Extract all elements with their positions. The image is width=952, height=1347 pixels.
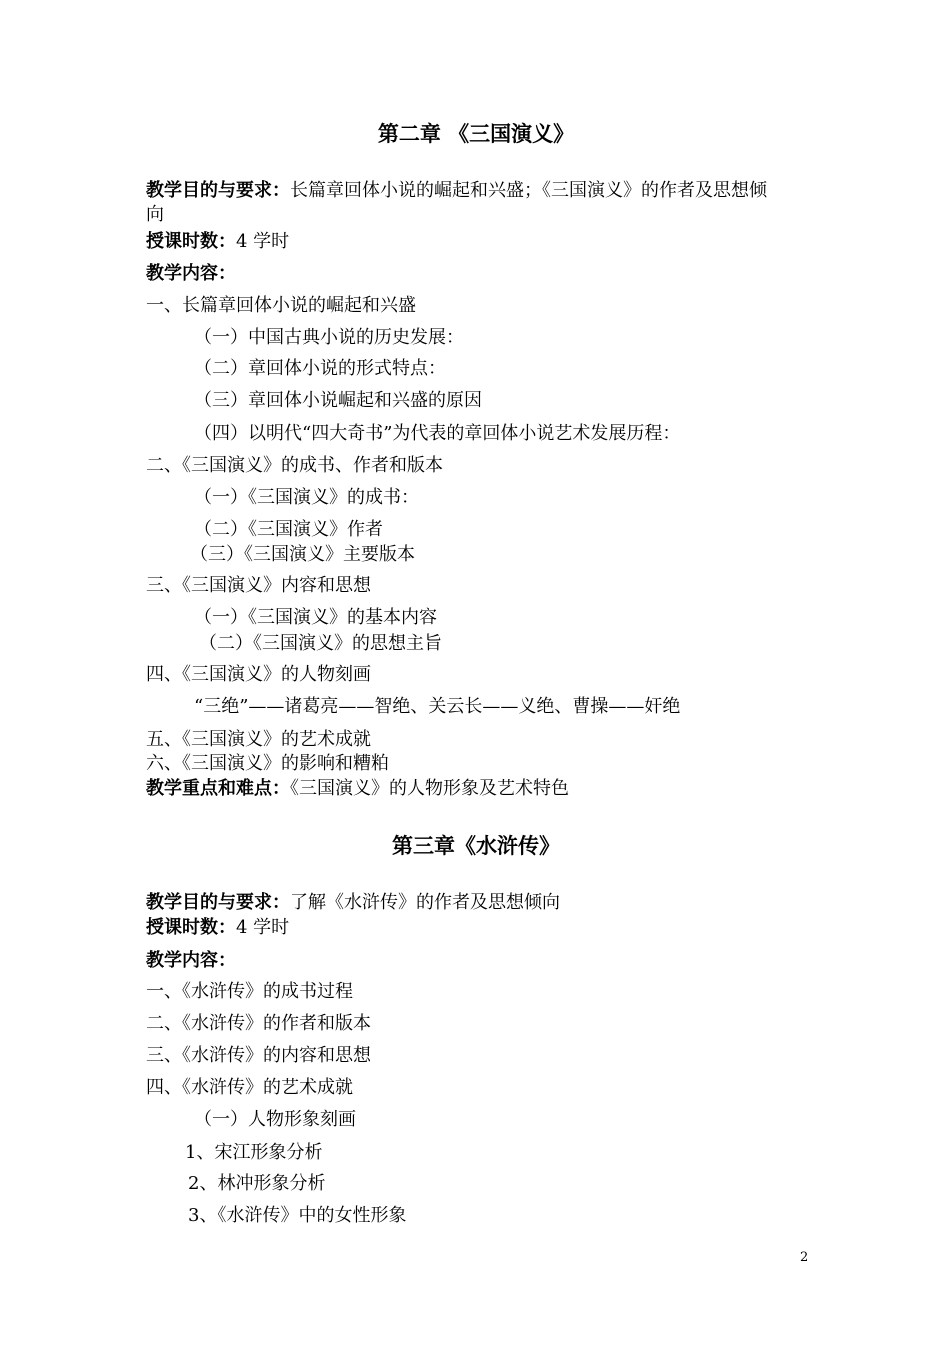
ch2-focus-label: 教学重点和难点： [146,778,290,799]
ch3-section-3: 三、《水浒传》的内容和思想 [146,1045,371,1066]
ch2-goal-wrap: 向 [146,204,164,225]
ch3-point-2: 2、林冲形象分析 [188,1173,326,1194]
ch3-section-4: 四、《水浒传》的艺术成就 [146,1077,353,1098]
chapter-2-title: 第二章 《三国演义》 [377,122,575,146]
ch2-sub-3-2: （二）《三国演义》的思想主旨 [199,633,442,654]
ch2-sub-1-2: （二）章回体小说的形式特点： [194,358,446,379]
ch2-section-5: 五、《三国演义》的艺术成就 [146,729,371,750]
ch2-sub-2-2: （二）《三国演义》作者 [194,519,383,540]
ch2-section-4: 四、《三国演义》的人物刻画 [146,664,371,685]
ch2-sub-1-4: （四）以明代“四大奇书”为代表的章回体小说艺术发展历程： [194,423,681,444]
ch3-hours-label: 授课时数： [146,917,236,938]
ch2-sub-1-3: （三）章回体小说崛起和兴盛的原因 [194,390,482,411]
ch3-goal-line [146,892,560,914]
ch2-hours-line [146,231,289,253]
ch2-goal-text: 长篇章回体小说的崛起和兴盛；《三国演义》的作者及思想倾 [290,180,767,201]
ch2-sub-2-1: （一）《三国演义》的成书： [194,487,419,508]
ch2-sanjue-line: “三绝”——诸葛亮——智绝、关云长——义绝、曹操——奸绝 [194,696,681,717]
ch3-section-1: 一、《水浒传》的成书过程 [146,981,353,1002]
ch2-section-2: 二、《三国演义》的成书、作者和版本 [146,455,443,476]
ch3-hours-text: 4 学时 [236,917,290,938]
ch2-focus-text: 《三国演义》的人物形象及艺术特色 [290,778,569,799]
ch2-goal-label: 教学目的与要求： [146,180,290,201]
ch3-section-2: 二、《水浒传》的作者和版本 [146,1013,371,1034]
ch3-point-3: 3、《水浒传》中的女性形象 [188,1205,407,1226]
ch2-focus-line [146,778,569,800]
ch3-content-label: 教学内容： [146,950,236,971]
ch2-content-label: 教学内容： [146,263,236,284]
ch2-section-6: 六、《三国演义》的影响和糟粕 [146,753,389,774]
ch2-sub-2-3: （三）《三国演义》主要版本 [190,544,415,565]
ch2-sub-1-1: （一）中国古典小说的历史发展： [194,327,464,348]
chapter-3-title: 第三章《水浒传》 [392,834,560,858]
ch3-point-1: 1、宋江形象分析 [185,1142,323,1163]
ch2-hours-label: 授课时数： [146,231,236,252]
ch3-sub-4-1: （一）人物形象刻画 [194,1109,356,1130]
ch2-sub-3-1: （一）《三国演义》的基本内容 [194,607,437,628]
ch3-hours-line [146,917,289,939]
ch2-hours-text: 4 学时 [236,231,290,252]
ch2-section-3: 三、《三国演义》内容和思想 [146,575,371,596]
page-number: 2 [800,1250,809,1265]
ch2-section-1: 一、长篇章回体小说的崛起和兴盛 [146,295,416,316]
ch2-goal-line [146,180,767,202]
ch3-goal-text: 了解《水浒传》的作者及思想倾向 [290,892,560,913]
ch3-goal-label: 教学目的与要求： [146,892,290,913]
